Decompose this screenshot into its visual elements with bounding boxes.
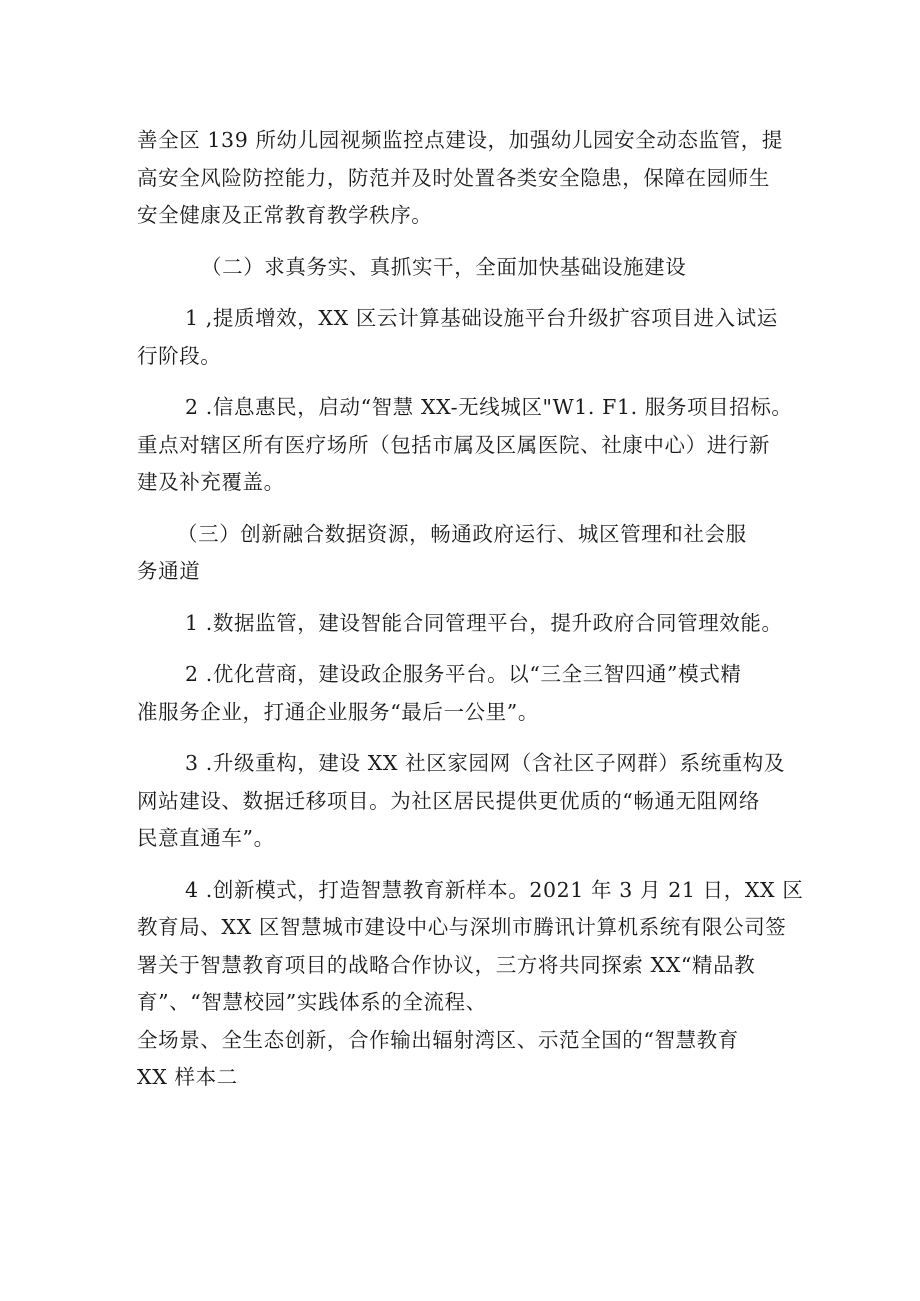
intro-paragraph [137,122,817,235]
text-line: 教育局、XX 区智慧城市建设中心与深圳市腾讯计算机系统有限公司签 [137,915,787,939]
text-line: 育”、“智慧校园”实践体系的全流程、 [137,990,487,1014]
text-line: 建及补充覆盖。 [137,470,285,494]
text-line: 安全健康及正常教育教学秩序。 [137,203,433,227]
heading-line: 务通道 [137,559,201,583]
text-line: 重点对辖区所有医疗场所（包括市属及区属医院、社康中心）进行新 [137,432,770,457]
item-2-1-paragraph [137,300,817,375]
text-line: XX 样本二 [137,1065,238,1089]
text-line: 2 .优化营商，建设政企服务平台。以“三全三智四通”模式精 [185,662,742,686]
item-3-2-paragraph [137,656,817,731]
text-line: 全场景、全生态创新，合作输出辐射湾区、示范全国的“智慧教育 [137,1027,739,1052]
item-3-3-paragraph [137,745,817,858]
text-line: 1 .数据监管，建设智能合同管理平台，提升政府合同管理效能。 [185,610,783,635]
item-3-4-paragraph [137,872,817,1097]
section-heading-2 [137,249,817,287]
text-line: 2 .信息惠民，启动“智慧 XX-无线城区"W1. F1. 服务项目招标。 [185,395,793,419]
text-line: 署关于智慧教育项目的战略合作协议，三方将共同探索 XX“精品教 [137,952,756,977]
text-line: 4 .创新模式，打造智慧教育新样本。2021 年 3 月 21 日，XX 区 [185,877,804,902]
text-line: 准服务企业，打通企业服务“最后一公里”。 [137,699,539,724]
item-2-2-paragraph [137,389,817,502]
section-heading-3 [137,516,817,591]
text-line: 民意直通车”。 [137,826,275,850]
text-line: 1 ,提质增效，XX 区云计算基础设施平台升级扩容项目进入试运 [185,306,778,330]
text-line: 高安全风险防控能力，防范并及时处置各类安全隐患，保障在园师生 [137,165,770,190]
text-line: 3 .升级重构，建设 XX 社区家园网（含社区子网群）系统重构及 [185,751,785,775]
item-3-1-paragraph [137,605,817,643]
heading-line: （二）求真务实、真抓实干，全面加快基础设施建设 [201,254,687,279]
text-line: 善全区 139 所幼儿园视频监控点建设，加强幼儿园安全动态监管，提 [137,128,783,152]
text-line: 网站建设、数据迁移项目。为社区居民提供更优质的“畅通无阻网络 [137,788,760,813]
document-body [137,122,817,1097]
heading-line: （三）创新融合数据资源，畅通政府运行、城区管理和社会服 [177,521,747,546]
text-line: 行阶段。 [137,343,222,368]
